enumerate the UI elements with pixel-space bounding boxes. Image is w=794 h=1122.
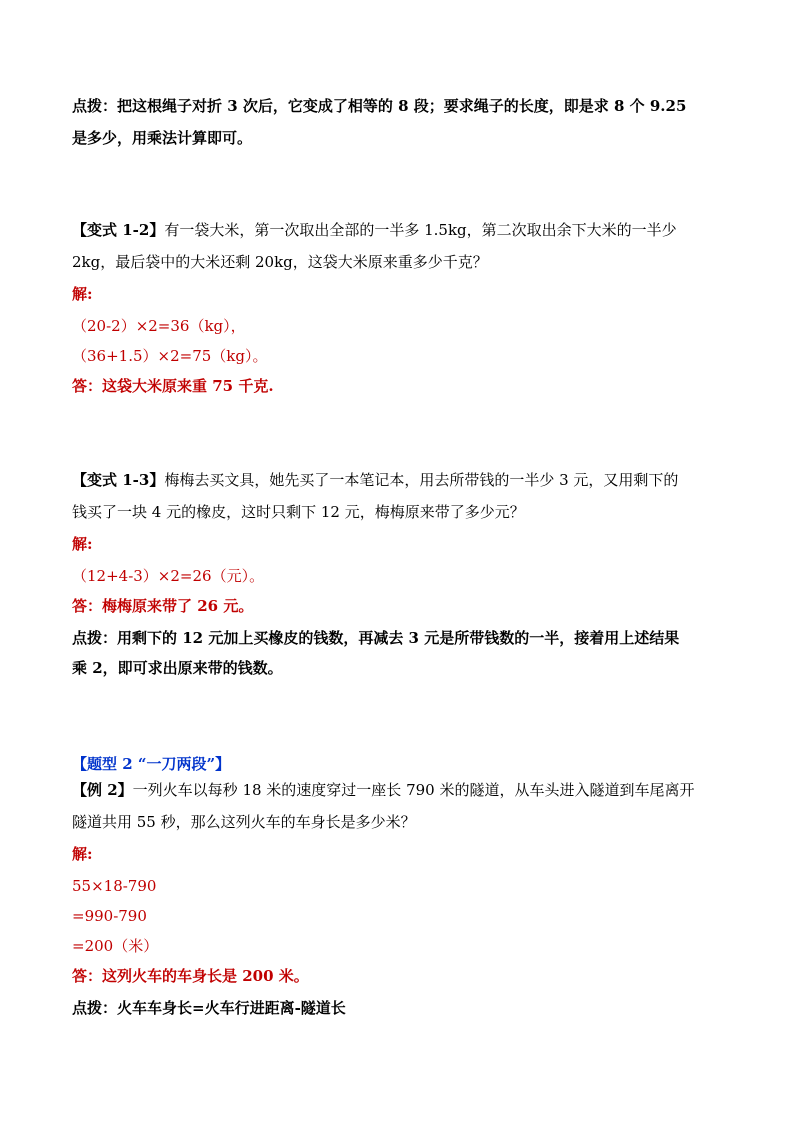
solution-step: 55×18-790 xyxy=(72,877,157,895)
question-block xyxy=(72,220,732,240)
solution-step: =990-790 xyxy=(72,907,147,925)
question-text: 有一袋大米，第一次取出全部的一半多 1.5kg，第二次取出余下大米的一半少 xyxy=(164,221,677,239)
section-heading: 【题型 2 “一刀两段”】 xyxy=(72,755,231,773)
tip-line: 乘 2，即可求出原来带的钱数。 xyxy=(72,659,283,677)
solution-step: =200（米） xyxy=(72,937,159,955)
question-block xyxy=(72,470,732,490)
solution-label: 解: xyxy=(72,285,93,303)
answer: 答：这袋大米原来重 75 千克. xyxy=(72,377,274,395)
tip-line: 点拨：把这根绳子对折 3 次后，它变成了相等的 8 段；要求绳子的长度，即是求 8 个 9.25 xyxy=(72,97,687,115)
solution-label: 解: xyxy=(72,535,93,553)
tip-line: 是多少，用乘法计算即可。 xyxy=(72,129,253,147)
solution-step: （36+1.5）×2=75（kg）。 xyxy=(72,347,268,365)
solution-step: （20-2）×2=36（kg）， xyxy=(72,317,246,335)
question-text: 隧道共用 55 秒，那么这列火车的车身长是多少米？ xyxy=(72,813,416,831)
example-label: 【例 2】 xyxy=(72,781,133,799)
question-block xyxy=(72,780,732,800)
answer: 答：梅梅原来带了 26 元。 xyxy=(72,597,254,615)
solution-step: （12+4-3）×2=26（元）。 xyxy=(72,567,265,585)
answer: 答：这列火车的车身长是 200 米。 xyxy=(72,967,309,985)
variant-label: 【变式 1-3】 xyxy=(72,471,165,489)
tip-line: 点拨：用剩下的 12 元加上买橡皮的钱数，再减去 3 元是所带钱数的一半，接着用上述结果 xyxy=(72,629,680,647)
question-text: 钱买了一块 4 元的橡皮，这时只剩下 12 元，梅梅原来带了多少元？ xyxy=(72,503,525,521)
tip-line: 点拨：火车车身长=火车行进距离-隧道长 xyxy=(72,999,346,1017)
question-text: 2kg，最后袋中的大米还剩 20kg，这袋大米原来重多少千克？ xyxy=(72,253,488,271)
question-text: 一列火车以每秒 18 米的速度穿过一座长 790 米的隧道，从车头进入隧道到车尾离开 xyxy=(132,781,695,799)
variant-label: 【变式 1-2】 xyxy=(72,221,165,239)
question-text: 梅梅去买文具，她先买了一本笔记本，用去所带钱的一半少 3 元，又用剩下的 xyxy=(164,471,679,489)
solution-label: 解: xyxy=(72,845,93,863)
